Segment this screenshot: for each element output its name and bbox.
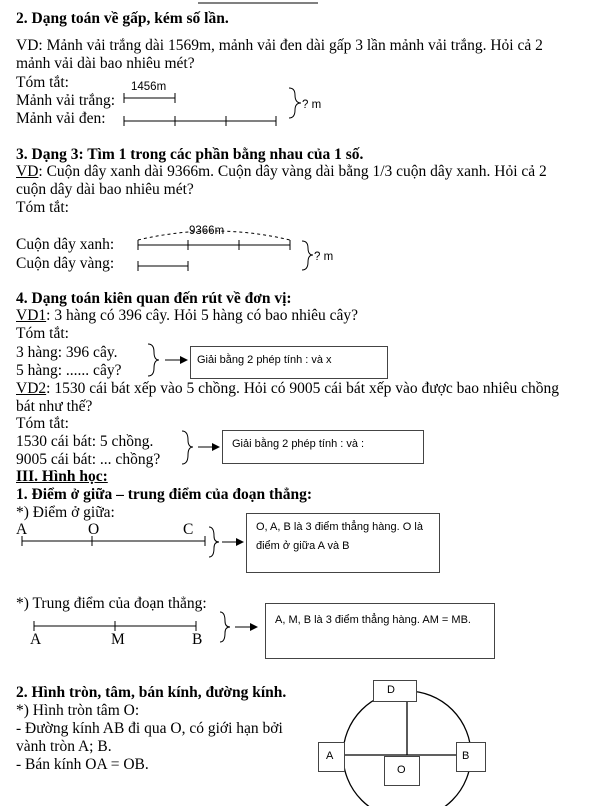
solution-box-vd1-text: Giải bằng 2 phép tính : và x: [197, 354, 332, 366]
radius-text: - Bán kính OA = OB.: [16, 756, 149, 773]
s2-black-label: Mảnh vải đen:: [16, 110, 106, 127]
s2-question: ? m: [302, 99, 322, 111]
s2-white-label: Mảnh vải trắng:: [16, 92, 116, 109]
brace-vd1: [148, 344, 159, 376]
segment-AOC: [22, 536, 205, 546]
geometry-sub2: 2. Hình tròn, tâm, bán kính, đường kính.: [16, 684, 287, 701]
brace-s2: [289, 88, 301, 118]
circle-label-O-box: [384, 756, 420, 786]
segment-AMB: [34, 621, 196, 631]
brace-between: [209, 527, 219, 557]
s4-row3: 1530 cái bát: 5 chồng.: [16, 433, 154, 450]
black-cloth-segment: [124, 116, 276, 126]
solution-box-vd1: [190, 346, 388, 379]
point-M-midpoint: M: [111, 631, 125, 648]
circle-label-B: B: [462, 750, 470, 762]
s4-row2: 5 hàng: ...... cây?: [16, 362, 122, 379]
circle-label: *) Hình tròn tâm O:: [16, 702, 140, 719]
point-C-between: C: [183, 521, 194, 538]
arrow-vd1: [165, 356, 188, 364]
midpoint-box-text: A, M, B là 3 điểm thẳng hàng. AM = MB.: [275, 614, 471, 626]
arrow-between: [222, 538, 244, 546]
s3-example-line2: cuộn dây dài bao nhiêu mét?: [16, 181, 194, 198]
s3-example-prefix: VD: [16, 163, 39, 180]
s3-question: ? m: [314, 251, 334, 263]
midpoint-label: *) Trung điểm của đoạn thẳng:: [16, 595, 207, 612]
circle-label-D-box: [373, 680, 417, 702]
point-B-midpoint: B: [192, 631, 203, 648]
circle-label-A: A: [326, 750, 334, 762]
point-A-between: A: [16, 521, 28, 538]
diameter-line1: - Đường kính AB đi qua O, có giới hạn bởi: [16, 720, 283, 737]
s2-example-line1: VD: Mảnh vải trắng dài 1569m, mảnh vải đen dài gấp 3 lần mảnh vải trắng. Hỏi cả 2: [16, 37, 543, 54]
circle-label-B-box: [456, 742, 486, 772]
midpoint-box: [265, 603, 495, 659]
arrow-midpoint: [235, 623, 258, 631]
s4-example2-line2: bát như thế?: [16, 398, 93, 415]
s4-example1-prefix: VD1: [16, 307, 47, 324]
s4-row4: 9005 cái bát: ... chồng?: [16, 451, 161, 468]
geometry-sub1: 1. Điểm ở giữa – trung điểm của đoạn thẳng:: [16, 486, 313, 503]
s4-summary1: Tóm tắt:: [16, 325, 69, 342]
s2-example-line2: mảnh vải dài bao nhiêu mét?: [16, 55, 195, 72]
s3-example-text: : Cuộn dây xanh dài 9366m. Cuộn dây vàng dài bằng 1/3 cuộn dây xanh. Hỏi cả 2: [38, 163, 547, 180]
geometry-title: III. Hình học:: [16, 468, 108, 485]
s3-length-label: 9366m: [189, 225, 225, 237]
section2-title: 2. Dạng toán về gấp, kém số lần.: [16, 10, 229, 27]
blue-wire-segment: [138, 240, 290, 250]
arrow-vd2: [198, 443, 220, 451]
between-label: *) Điểm ở giữa:: [16, 504, 115, 521]
yellow-wire-segment: [138, 261, 188, 271]
s3-yellow-label: Cuộn dây vàng:: [16, 255, 115, 272]
between-box: [246, 513, 440, 573]
point-O-between: O: [88, 521, 100, 538]
between-box-line2: điểm ở giữa A và B: [256, 540, 350, 552]
s4-example2-line1: [16, 380, 559, 398]
s4-example2-text: : 1530 cái bát xếp vào 5 chồng. Hỏi có 9005 cái bát xếp vào được bao nhiêu chồng: [46, 380, 560, 397]
solution-box-vd2-text: Giải bằng 2 phép tính : và :: [232, 438, 365, 450]
between-box-line1: O, A, B là 3 điểm thẳng hàng. O là: [256, 521, 423, 533]
s4-example2-prefix: VD2: [16, 380, 47, 397]
s4-row1: 3 hàng: 396 cây.: [16, 344, 118, 361]
point-A-midpoint: A: [30, 631, 42, 648]
solution-box-vd2: [222, 430, 424, 464]
section4-title: 4. Dạng toán kiên quan đến rút về đơn vị:: [16, 290, 292, 307]
circle-label-D: D: [387, 684, 395, 696]
s2-summary-label: Tóm tắt:: [16, 74, 69, 91]
brace-vd2: [182, 431, 193, 464]
s4-example1: [16, 307, 358, 325]
s3-summary-label: Tóm tắt:: [16, 199, 69, 216]
brace-midpoint: [220, 612, 230, 642]
s4-summary2: Tóm tắt:: [16, 415, 69, 432]
s2-length-label: 1456m: [131, 81, 167, 93]
s3-blue-label: Cuộn dây xanh:: [16, 236, 115, 253]
circle-label-A-box: [318, 742, 345, 772]
diameter-line2: vành tròn A; B.: [16, 738, 112, 755]
circle-label-O: O: [397, 764, 406, 776]
s4-example1-text: : 3 hàng có 396 cây. Hỏi 5 hàng có bao nhiêu cây?: [46, 307, 359, 324]
brace-s3: [302, 241, 313, 270]
s3-example-line1: [16, 163, 547, 181]
section3-title: 3. Dạng 3: Tìm 1 trong các phần bằng nhau của 1 số.: [16, 146, 364, 163]
